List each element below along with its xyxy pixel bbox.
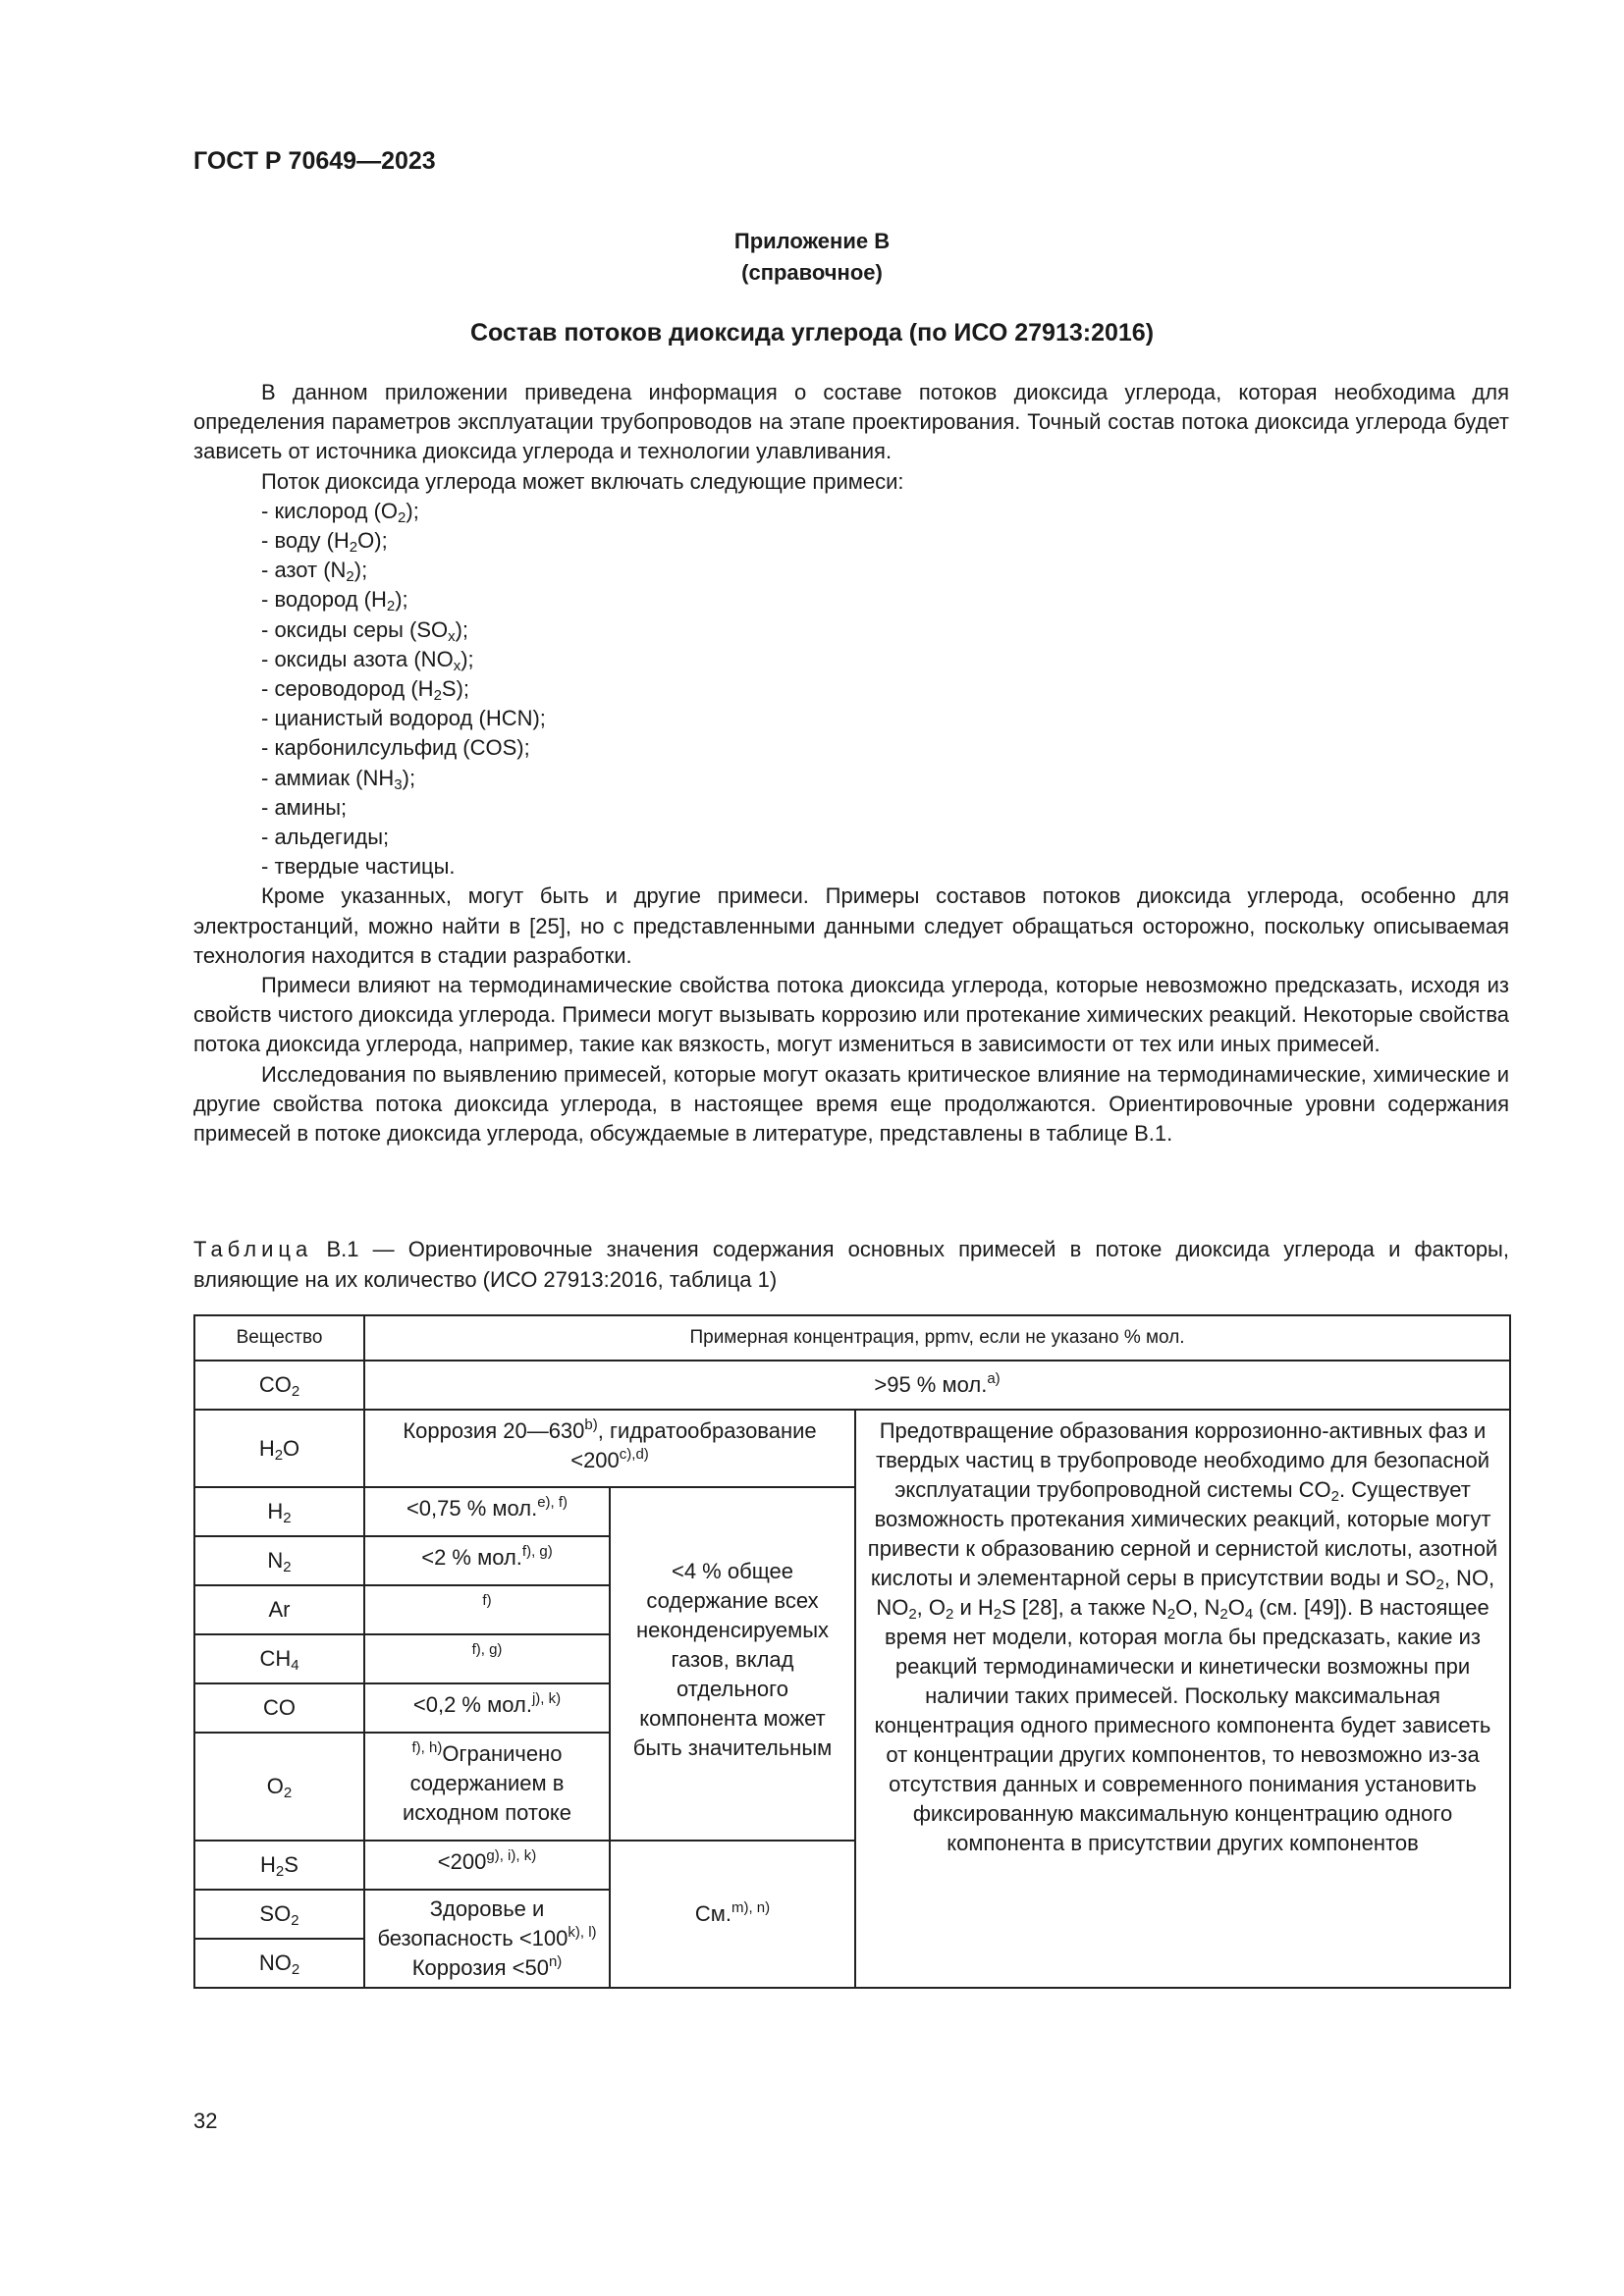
annex-title: Приложение В bbox=[733, 229, 891, 253]
substance-n2: $N_2$ bbox=[194, 1536, 364, 1585]
list-item: - цианистый водород (HCN); bbox=[261, 706, 546, 731]
paragraph: Поток диоксида углерода может включать следующие примеси: bbox=[261, 468, 904, 494]
value-ch4: f), g) bbox=[364, 1634, 610, 1683]
list-item: - карбонилсульфид (COS); bbox=[261, 735, 530, 761]
impurity-list bbox=[193, 497, 1509, 882]
value-h2s: $<200^{g), i), k)}$ bbox=[364, 1841, 610, 1890]
substance-so2: $SO_2$ bbox=[194, 1890, 364, 1939]
impurity-note: Предотвращение образования коррозионно-активных фаз и твердых частиц в трубопроводе необходимо для безопасной эксплуатации трубопроводной системы $CO_2$. Существует возможность протекания химических реакций, которые могут привести к образованию серной и сернистой кислоты, азотной кислоты и элементарной серы в присутствии воды и $SO_2$, NO, $NO_2$, $O_2$ и $H_2S$ [28], а также $N_2O$, $N_2O_4$ (см. [49]). В настоящее время нет модели, которая могла бы предсказать, какие из реакций термодинамически и кинетически возможны при наличии таких примесей. Поскольку максимальная концентрация одного примесного компонента будет зависеть от концентрации других компонентов, то невозможно из-за отсутствия данных и современного понимания установить фиксированную максимальную концентрацию одного компонента в присутствии других компонентов bbox=[855, 1410, 1510, 1988]
list-item: - твердые частицы. bbox=[261, 854, 456, 880]
list-item: - альдегиды; bbox=[261, 825, 390, 850]
value-so2-no2: Здоровье и безопасность $<100^{k), l)}$ Коррозия $<50^{n)}$ bbox=[364, 1890, 610, 1988]
annex-heading bbox=[0, 226, 1624, 289]
substance-co: CO bbox=[194, 1683, 364, 1733]
value-ar: f) bbox=[364, 1585, 610, 1634]
body-text bbox=[193, 378, 1509, 1148]
value-h2: <0,75 % мол.$^{e), f)}$ bbox=[364, 1487, 610, 1536]
paragraph: Исследования по выявлению примесей, которые могут оказать критическое влияние на термодинамические, химические и другие свойства потока диоксида углерода, в настоящее время еще продолжаются. Ориентировочные уровни содержания примесей в потоке диоксида углерода, обсуждаемые в литературе, представлены в таблице В.1. bbox=[193, 1061, 1509, 1147]
substance-o2: $O_2$ bbox=[194, 1733, 364, 1841]
list-item: - водород $(H_2)$; bbox=[261, 587, 408, 615]
list-item: - амины; bbox=[261, 794, 348, 820]
list-item: - азот $(N_2)$; bbox=[261, 558, 368, 586]
annex-type: (справочное) bbox=[741, 260, 883, 285]
page-number: 32 bbox=[193, 2109, 218, 2133]
noncondensable-gases: <4 % общее содержание всех неконденсируемых газов, вклад отдельного компонента может быть значительным bbox=[610, 1487, 855, 1841]
list-item: - воду $(H_2O)$; bbox=[261, 528, 388, 557]
paragraph: В данном приложении приведена информация о составе потоков диоксида углерода, которая необходима для определения параметров эксплуатации трубопроводов на этапе проектирования. Точный состав потока диоксида углерода будет зависеть от источника диоксида углерода и технологии улавливания. bbox=[193, 380, 1509, 464]
substance-h2: $H_2$ bbox=[194, 1487, 364, 1536]
table-caption-text: В.1 — Ориентировочные значения содержания основных примесей в потоке диоксида углерода и факторы, влияющие на их количество (ИСО 27913:2016, таблица 1) bbox=[193, 1237, 1509, 1292]
substance-h2o: $H_2O$ bbox=[194, 1410, 364, 1487]
composition-table bbox=[193, 1314, 1511, 1989]
paragraph: Примеси влияют на термодинамические свойства потока диоксида углерода, которые невозможно предсказать, исходя из свойств чистого диоксида углерода. Примеси могут вызывать коррозию или протекание химических реакций. Некоторые свойства потока диоксида углерода, например, такие как вязкость, могут измениться в зависимости от тех или иных примесей. bbox=[193, 973, 1509, 1057]
table-caption-label: Таблица bbox=[193, 1237, 313, 1261]
paragraph: Кроме указанных, могут быть и другие примеси. Примеры составов потоков диоксида углерода, особенно для электростанций, можно найти в [25], но с представленными данными следует обращаться осторожно, поскольку описываемая технология находится в стадии разработки. bbox=[193, 883, 1509, 968]
substance-co2: $CO_2$ bbox=[194, 1361, 364, 1410]
standard-code: ГОСТ Р 70649—2023 bbox=[193, 147, 436, 175]
table-row bbox=[194, 1361, 1510, 1410]
substance-no2: $NO_2$ bbox=[194, 1939, 364, 1988]
header-concentration: Примерная концентрация, ppmv, если не указано % мол. bbox=[364, 1315, 1510, 1361]
list-item: - оксиды азота $(NO_x)$; bbox=[261, 646, 474, 674]
substance-ch4: $CH_4$ bbox=[194, 1634, 364, 1683]
substance-h2s: $H_2S$ bbox=[194, 1841, 364, 1890]
value-co2: >95 % мол.$^{a)}$ bbox=[364, 1361, 1510, 1410]
document-title: Состав потоков диоксида углерода (по ИСО 27913:2016) bbox=[469, 319, 1155, 347]
value-o2: $^{f), h)}$Ограничено содержанием в исходном потоке bbox=[364, 1733, 610, 1841]
list-item: - оксиды серы $(SO_x)$; bbox=[261, 616, 469, 645]
see-notes: См.$^{m), n)}$ bbox=[610, 1841, 855, 1988]
header-substance: Вещество bbox=[194, 1315, 364, 1361]
list-item: - сероводород $(H_2S)$; bbox=[261, 676, 470, 705]
list-item: - аммиак $(NH_3)$; bbox=[261, 765, 416, 793]
table-caption bbox=[193, 1235, 1509, 1295]
substance-ar: Ar bbox=[194, 1585, 364, 1634]
list-item: - кислород $(O_2)$; bbox=[261, 498, 419, 526]
value-n2: <2 % мол.$^{f), g)}$ bbox=[364, 1536, 610, 1585]
table-header-row bbox=[194, 1315, 1510, 1361]
table-row bbox=[194, 1410, 1510, 1487]
value-h2o: Коррозия 20—630$^{b)}$, гидратообразование $<200^{c),d)}$ bbox=[364, 1410, 855, 1487]
value-co: <0,2 % мол.$^{j), k)}$ bbox=[364, 1683, 610, 1733]
